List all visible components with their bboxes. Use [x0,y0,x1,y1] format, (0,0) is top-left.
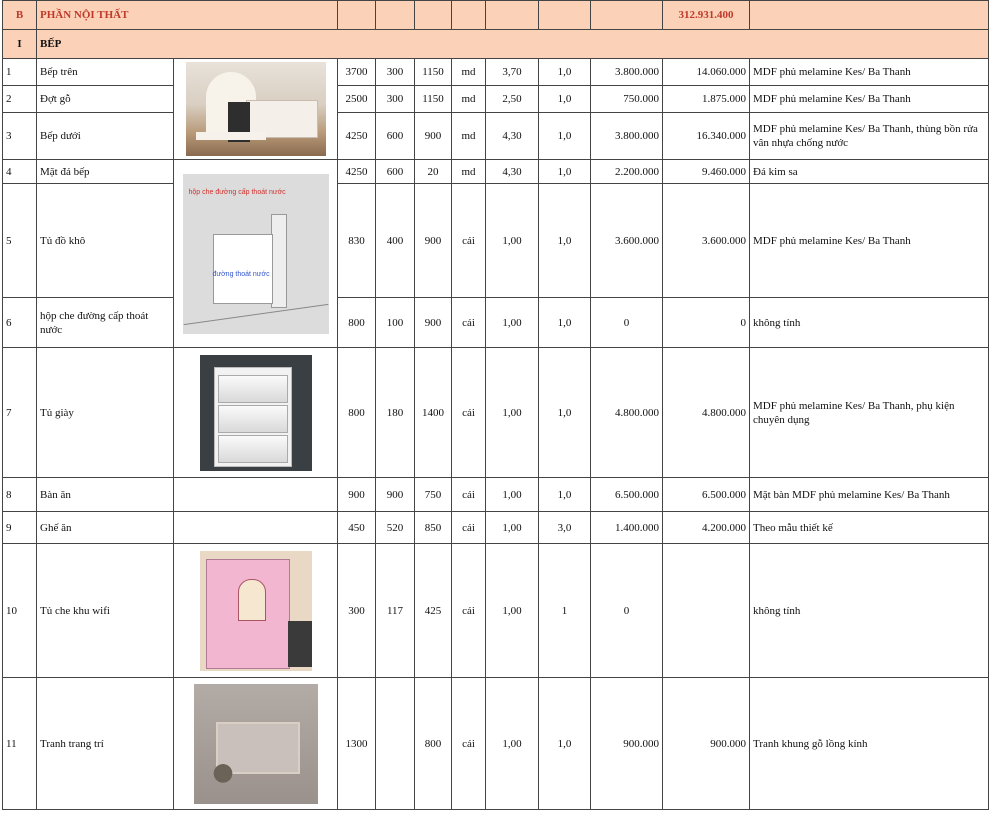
row-w: 117 [376,544,415,678]
row-unit: cái [452,184,486,298]
row-coef: 1 [539,544,591,678]
table-row [3,298,989,348]
row-w: 900 [376,478,415,512]
row-h: 1150 [415,59,452,86]
row-amount: 1.875.000 [663,85,750,112]
row-coef: 1,0 [539,160,591,184]
row-qty: 1,00 [486,478,539,512]
row-w: 180 [376,348,415,478]
kitchen-photo [186,62,326,156]
row-note: MDF phủ melamine Kes/ Ba Thanh [750,184,989,298]
row-no: 6 [3,298,37,348]
row-unit: cái [452,678,486,810]
row-note: Theo mẫu thiết kế [750,512,989,544]
row-name: Đợt gỗ [37,85,174,112]
row-d: 2500 [338,85,376,112]
row-price: 3.800.000 [591,112,663,159]
row-w: 520 [376,512,415,544]
table-row [3,59,989,86]
row-d: 830 [338,184,376,298]
row-d: 900 [338,478,376,512]
row-unit: cái [452,348,486,478]
frame-image-cell [174,678,338,810]
row-h: 1400 [415,348,452,478]
row-qty: 1,00 [486,512,539,544]
row-name: Tranh trang trí [37,678,174,810]
row-name: Bếp trên [37,59,174,86]
row-w: 100 [376,298,415,348]
sketch-label-top: hộp che đường cấp thoát nước [188,188,286,196]
row-price: 3.800.000 [591,59,663,86]
row-amount: 4.200.000 [663,512,750,544]
row-coef: 1,0 [539,59,591,86]
row-unit: md [452,112,486,159]
row-w: 300 [376,59,415,86]
row-d: 3700 [338,59,376,86]
row-h: 750 [415,478,452,512]
row-note: MDF phủ melamine Kes/ Ba Thanh [750,59,989,86]
row-qty: 1,00 [486,184,539,298]
row-h: 900 [415,112,452,159]
row-coef: 1,0 [539,184,591,298]
row-amount: 3.600.000 [663,184,750,298]
row-coef: 1,0 [539,112,591,159]
row-no: 7 [3,348,37,478]
row-qty: 1,00 [486,348,539,478]
row-name: hộp che đường cấp thoát nước [37,298,174,348]
sketch-label-mid: đường thoát nước [212,270,270,278]
row-no: 4 [3,160,37,184]
shoe-cabinet-photo [200,355,312,471]
row-no: 11 [3,678,37,810]
row-price: 1.400.000 [591,512,663,544]
row-w: 300 [376,85,415,112]
row-price: 3.600.000 [591,184,663,298]
group-title: BẾP [37,30,989,59]
row-d: 450 [338,512,376,544]
table-row [3,160,989,184]
row-qty: 4,30 [486,160,539,184]
row-note: MDF phủ melamine Kes/ Ba Thanh, phụ kiện chuyên dụng [750,348,989,478]
section-title: PHẦN NỘI THẤT [37,1,338,30]
table-row [3,544,989,678]
row-w: 600 [376,112,415,159]
table-row [3,112,989,159]
cabinet-sketch-cell [174,160,338,348]
row-qty: 2,50 [486,85,539,112]
row-d: 800 [338,348,376,478]
quotation-sheet [2,0,998,810]
row-note: Mặt bàn MDF phủ melamine Kes/ Ba Thanh [750,478,989,512]
row-h: 850 [415,512,452,544]
table-row [3,678,989,810]
row-qty: 1,00 [486,544,539,678]
row-d: 300 [338,544,376,678]
row-coef: 1,0 [539,85,591,112]
wifi-image-cell [174,544,338,678]
decor-frame-photo [194,684,318,804]
row-h: 20 [415,160,452,184]
row-no: 3 [3,112,37,159]
row-w: 600 [376,160,415,184]
row-name: Tủ đồ khô [37,184,174,298]
row-unit: md [452,160,486,184]
row-note: không tính [750,544,989,678]
row-no: 9 [3,512,37,544]
row-note: Đá kim sa [750,160,989,184]
row-note: MDF phủ melamine Kes/ Ba Thanh, thùng bồn rửa vân nhựa chống nước [750,112,989,159]
row-name: Tủ giày [37,348,174,478]
row-d: 4250 [338,112,376,159]
row-unit: md [452,85,486,112]
row-coef: 1,0 [539,348,591,478]
row-qty: 4,30 [486,112,539,159]
row-qty: 3,70 [486,59,539,86]
row-w [376,678,415,810]
row-qty: 1,00 [486,298,539,348]
row-amount: 14.060.000 [663,59,750,86]
section-row [3,1,989,30]
section-code: B [3,1,37,30]
row-unit: md [452,59,486,86]
row-price: 0 [591,544,663,678]
table-row [3,348,989,478]
table-row [3,512,989,544]
row-note: không tính [750,298,989,348]
row-h: 425 [415,544,452,678]
row-unit: cái [452,298,486,348]
row-d: 4250 [338,160,376,184]
row-no: 2 [3,85,37,112]
quotation-table [2,0,989,810]
group-row [3,30,989,59]
row-unit: cái [452,544,486,678]
group-code: I [3,30,37,59]
row-h: 900 [415,298,452,348]
row-qty: 1,00 [486,678,539,810]
row-amount: 9.460.000 [663,160,750,184]
row-note: Tranh khung gỗ lồng kính [750,678,989,810]
row-price: 2.200.000 [591,160,663,184]
table-row [3,478,989,512]
row-note: MDF phủ melamine Kes/ Ba Thanh [750,85,989,112]
row-coef: 1,0 [539,478,591,512]
kitchen-image-cell [174,59,338,160]
table-row [3,184,989,298]
row-amount [663,544,750,678]
row-unit: cái [452,478,486,512]
row-coef: 3,0 [539,512,591,544]
row-name: Tủ che khu wifi [37,544,174,678]
row-h: 800 [415,678,452,810]
row-coef: 1,0 [539,298,591,348]
section-total: 312.931.400 [663,1,750,30]
row-name: Bếp dưới [37,112,174,159]
row-d: 1300 [338,678,376,810]
table-row [3,85,989,112]
row-price: 6.500.000 [591,478,663,512]
row-amount: 6.500.000 [663,478,750,512]
row-coef: 1,0 [539,678,591,810]
row-price: 0 [591,298,663,348]
row-h: 900 [415,184,452,298]
row-no: 1 [3,59,37,86]
row-no: 8 [3,478,37,512]
row-name: Bàn ăn [37,478,174,512]
row-w: 400 [376,184,415,298]
shoe-image-cell [174,348,338,478]
row-amount: 900.000 [663,678,750,810]
row-h: 1150 [415,85,452,112]
wifi-cabinet-render [200,551,312,671]
row-amount: 16.340.000 [663,112,750,159]
row-d: 800 [338,298,376,348]
row-price: 900.000 [591,678,663,810]
row-name: Ghế ăn [37,512,174,544]
row-no: 10 [3,544,37,678]
row-price: 750.000 [591,85,663,112]
row-amount: 0 [663,298,750,348]
row-no: 5 [3,184,37,298]
cabinet-sketch [183,174,329,334]
row-unit: cái [452,512,486,544]
row-amount: 4.800.000 [663,348,750,478]
row-name: Mặt đá bếp [37,160,174,184]
row-price: 4.800.000 [591,348,663,478]
